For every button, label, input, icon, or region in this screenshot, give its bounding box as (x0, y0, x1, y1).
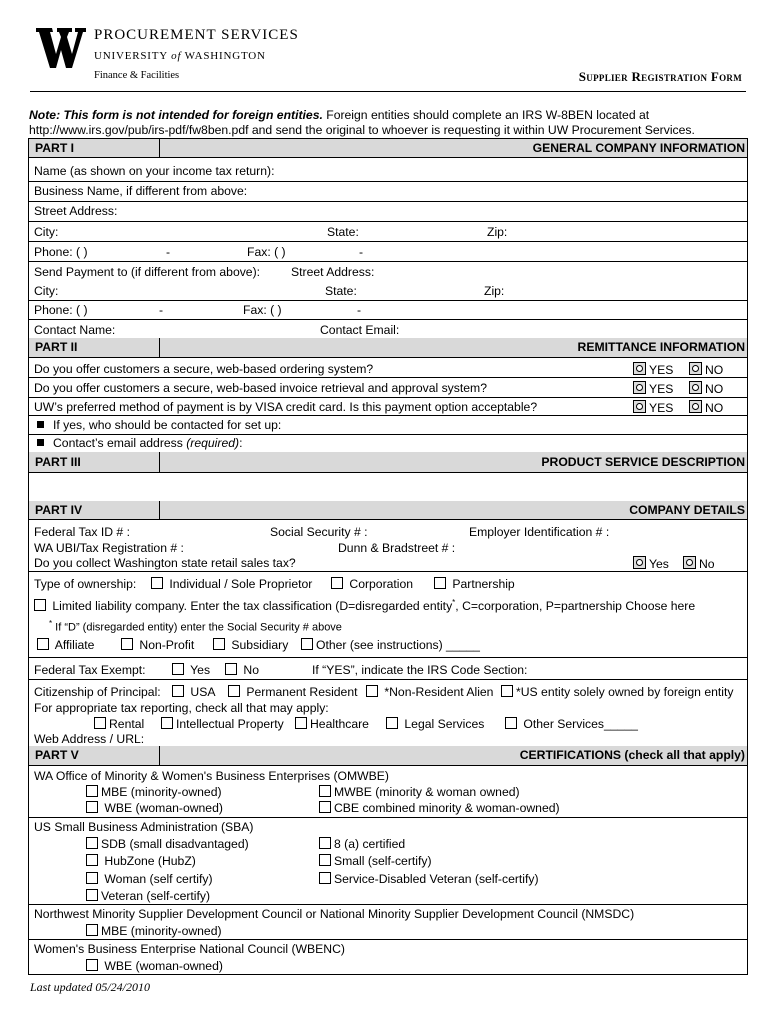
wbenc-label: Women's Business Enterprise National Council (WBENC) (34, 942, 345, 956)
part-3-header (29, 452, 747, 472)
part-1-label: PART I (35, 141, 75, 155)
form-title: Supplier Registration Form (578, 69, 742, 84)
payment-fax-field[interactable]: Fax: ( ) (243, 303, 282, 317)
citizenship-label: Citizenship of Principal: (34, 685, 161, 699)
wa-ubi-field[interactable]: WA UBI/Tax Registration # : (34, 541, 184, 555)
org-name: PROCUREMENT SERVICES (94, 27, 299, 43)
fax-field[interactable]: Fax: ( ) (247, 245, 286, 259)
nonprofit-checkbox[interactable]: Non-Profit (121, 638, 194, 652)
visa-question: UW’s preferred method of payment is by VISA credit card. Is this payment option acceptable? (34, 400, 538, 414)
rental-checkbox[interactable]: Rental (94, 717, 144, 731)
payment-city-field[interactable]: City: (34, 284, 59, 298)
contact-email-required-field[interactable]: Contact’s email address (required): (37, 436, 242, 450)
sba-label: US Small Business Administration (SBA) (34, 820, 254, 834)
web-address-field[interactable]: Web Address / URL: (34, 732, 145, 746)
part-5-title: CERTIFICATIONS (check all that apply) (519, 748, 745, 762)
sales-tax-yes-radio[interactable]: Yes (633, 556, 669, 571)
llc-checkbox[interactable]: Limited liability company. Enter the tax classification (D=disregarded entity*, C=corporation, P=partnership Choose here (34, 598, 695, 613)
tax-exempt-no-checkbox[interactable]: No (225, 663, 259, 677)
visa-yes-radio[interactable]: YES (633, 400, 673, 415)
visa-no-radio[interactable]: NO (689, 400, 723, 415)
service-disabled-veteran-checkbox[interactable]: Service-Disabled Veteran (self-certify) (319, 872, 539, 886)
setup-contact-field[interactable]: If yes, who should be contacted for set up: (37, 418, 281, 432)
federal-tax-id-field[interactable]: Federal Tax ID # : (34, 525, 130, 539)
uw-logo (36, 28, 86, 68)
product-description-field[interactable] (29, 473, 747, 500)
nmsdc-label: Northwest Minority Supplier Development Council or National Minority Supplier Development Council (NMSDC) (34, 907, 635, 921)
sole-proprietor-checkbox[interactable]: Individual / Sole Proprietor (151, 577, 312, 591)
employer-id-field[interactable]: Employer Identification # : (469, 525, 610, 539)
us-entity-foreign-checkbox[interactable]: *US entity solely owned by foreign entity (501, 685, 733, 699)
partnership-checkbox[interactable]: Partnership (434, 577, 515, 591)
federal-tax-exempt-label: Federal Tax Exempt: (34, 663, 146, 677)
social-security-field[interactable]: Social Security # : (270, 525, 368, 539)
omwbe-label: WA Office of Minority & Women's Business Enterprises (OMWBE) (34, 769, 389, 783)
invoice-question: Do you offer customers a secure, web-based invoice retrieval and approval system? (34, 381, 487, 395)
non-resident-alien-checkbox[interactable]: *Non-Resident Alien (366, 685, 493, 699)
foreign-entity-note: Note: This form is not intended for foreign entities. Foreign entities should complete an IRS W-8BEN located at http://www.irs.gov/pub/irs-pdf/fw8ben.pdf and send the original to whoever is requesting it within UW Procurement Services. (29, 108, 695, 137)
part-1-header (29, 139, 747, 157)
tax-reporting-label: For appropriate tax reporting, check all that may apply: (34, 701, 329, 715)
part-2-header (29, 338, 747, 357)
part-4-header (29, 501, 747, 519)
part-4-label: PART IV (35, 503, 83, 517)
veteran-checkbox[interactable]: Veteran (self-certify) (86, 889, 210, 903)
business-name-field[interactable]: Business Name, if different from above: (34, 184, 248, 198)
payment-phone-field[interactable]: Phone: ( ) (34, 303, 88, 317)
ordering-no-radio[interactable]: NO (689, 362, 723, 377)
part-1-title: GENERAL COMPANY INFORMATION (532, 141, 745, 155)
other-ownership-checkbox[interactable]: Other (see instructions) _____ (301, 638, 480, 652)
affiliate-checkbox[interactable]: Affiliate (37, 638, 94, 652)
permanent-resident-checkbox[interactable]: Permanent Resident (228, 685, 358, 699)
other-services-checkbox[interactable]: Other Services_____ (505, 717, 638, 731)
registration-form: PART I GENERAL COMPANY INFORMATION Name (as shown on your income tax return): Business Name, if different from above: Street Address: City: State: Zip: Phone: ( ) - Fax: ( ) - Send Payment to (if different from above): Street Address: City: State: Zip: Phone: ( ) - Fax: ( ) - Contact Name: Contact Email: PART II REMITTANCE INFORMATION Do you offer customers a secure, web-based ordering system? YES NO Do you offer customers a secure, web-based invoice retrieval and approval system? YES NO UW’s preferred method of payment is by VISA credit card. Is this payment option acceptable? YES NO If yes, who should be contacted for set up: Contact’s email address (required): PART III PRODUCT SERVICE DESCRIPTION PART IV COMPANY DETAILS Federal Tax ID # : Social Security # : Employer Identification # : WA UBI/Tax Registration # : Dunn & Bradstreet # : Do you collect Washington state retail sales tax? Yes No Type of ownership: Individual / Sole Proprietor Corporation Partnership Limited liability company. Enter the tax classification (D=disregarded entity*, C=corporation, P=partnership Choose here * If “D” (disregarded entity) enter the Social Security # above Affiliate Non-Profit Subsidiary Other (see instructions) _____ Federal Tax Exempt: Yes No If “YES”, indicate the IRS Code Section: Citizenship of Principal: USA Permanent Resident *Non-Resident Alien *US entity solely owned by foreign entity For appropriate tax reporting, check all that may apply: Rental Intellectual Property Healthcare Legal Services Other Services_____ Web Address / URL: PART V CERTIFICATIONS (check all that apply) WA Office of Minority & Women's Business Enterprises (OMWBE) MBE (minority-owned) MWBE (minority & woman owned) WBE (woman-owned) CBE combined minority & woman-owned) US Small Business Administration (SBA) SDB (small disadvantaged) 8 (a) certified HubZone (HubZ) Small (self-certify) Woman (self certify) Service-Disabled Veteran (self-certify) Veteran (self-certify) Northwest Minority Supplier Development Council or National Minority Supplier Development Council (NMSDC) MBE (minority-owned) Women's Business Enterprise National Council (WBENC) WBE (woman-owned) (28, 138, 748, 975)
sales-tax-question: Do you collect Washington state retail sales tax? (34, 556, 296, 570)
header-rule (30, 91, 746, 92)
tax-exempt-yes-checkbox[interactable]: Yes (172, 663, 210, 677)
ownership-label: Type of ownership: (34, 577, 137, 591)
name-field[interactable]: Name (as shown on your income tax return): (34, 164, 275, 178)
intellectual-property-checkbox[interactable]: Intellectual Property (161, 717, 284, 731)
duns-field[interactable]: Dunn & Bradstreet # : (338, 541, 456, 555)
department-name: Finance & Facilities (94, 70, 180, 81)
nmsdc-mbe-checkbox[interactable]: MBE (minority-owned) (86, 924, 222, 938)
subsidiary-checkbox[interactable]: Subsidiary (213, 638, 288, 652)
sales-tax-no-radio[interactable]: No (683, 556, 715, 571)
part-3-label: PART III (35, 455, 81, 469)
small-business-checkbox[interactable]: Small (self-certify) (319, 854, 432, 868)
last-updated: Last updated 05/24/2010 (30, 980, 151, 994)
ordering-yes-radio[interactable]: YES (633, 362, 673, 377)
part-4-title: COMPANY DETAILS (629, 503, 745, 517)
street-address-field[interactable]: Street Address: (34, 204, 118, 218)
part-3-title: PRODUCT SERVICE DESCRIPTION (541, 455, 745, 469)
part-5-label: PART V (35, 748, 79, 762)
part-2-title: REMITTANCE INFORMATION (577, 340, 745, 354)
8a-checkbox[interactable]: 8 (a) certified (319, 837, 405, 851)
usa-checkbox[interactable]: USA (172, 685, 215, 699)
send-payment-label: Send Payment to (if different from above): (34, 265, 261, 279)
payment-zip-field[interactable]: Zip: (484, 284, 505, 298)
part-5-header (29, 746, 747, 765)
payment-state-field[interactable]: State: (325, 284, 357, 298)
phone-field[interactable]: Phone: ( ) (34, 245, 88, 259)
irs-code-section-field[interactable]: If “YES”, indicate the IRS Code Section: (312, 663, 528, 677)
city-field[interactable]: City: (34, 225, 59, 239)
mwbe-checkbox[interactable]: MWBE (minority & woman owned) (319, 785, 520, 799)
woman-sba-checkbox[interactable]: Woman (self certify) (86, 872, 213, 886)
mbe-checkbox[interactable]: MBE (minority-owned) (86, 785, 222, 799)
sdb-checkbox[interactable]: SDB (small disadvantaged) (86, 837, 249, 851)
corporation-checkbox[interactable]: Corporation (331, 577, 413, 591)
part-2-label: PART II (35, 340, 78, 354)
legal-services-checkbox[interactable]: Legal Services (386, 717, 484, 731)
hubzone-checkbox[interactable]: HubZone (HubZ) (86, 854, 196, 868)
wbenc-wbe-checkbox[interactable]: WBE (woman-owned) (86, 959, 223, 973)
payment-street-field[interactable]: Street Address: (291, 265, 375, 279)
university-name: UNIVERSITY of WASHINGTON (94, 50, 266, 62)
zip-field[interactable]: Zip: (487, 225, 508, 239)
contact-email-field[interactable]: Contact Email: (320, 323, 400, 337)
invoice-no-radio[interactable]: NO (689, 381, 723, 396)
ordering-question: Do you offer customers a secure, web-based ordering system? (34, 362, 374, 376)
wbe-checkbox[interactable]: WBE (woman-owned) (86, 801, 223, 815)
irs-link[interactable]: http://www.irs.gov/pub/irs-pdf/fw8ben.pdf (29, 123, 249, 137)
contact-name-field[interactable]: Contact Name: (34, 323, 116, 337)
cbe-checkbox[interactable]: CBE combined minority & woman-owned) (319, 801, 560, 815)
state-field[interactable]: State: (327, 225, 359, 239)
invoice-yes-radio[interactable]: YES (633, 381, 673, 396)
healthcare-checkbox[interactable]: Healthcare (295, 717, 369, 731)
disregarded-entity-note: * If “D” (disregarded entity) enter the Social Security # above (49, 619, 342, 634)
